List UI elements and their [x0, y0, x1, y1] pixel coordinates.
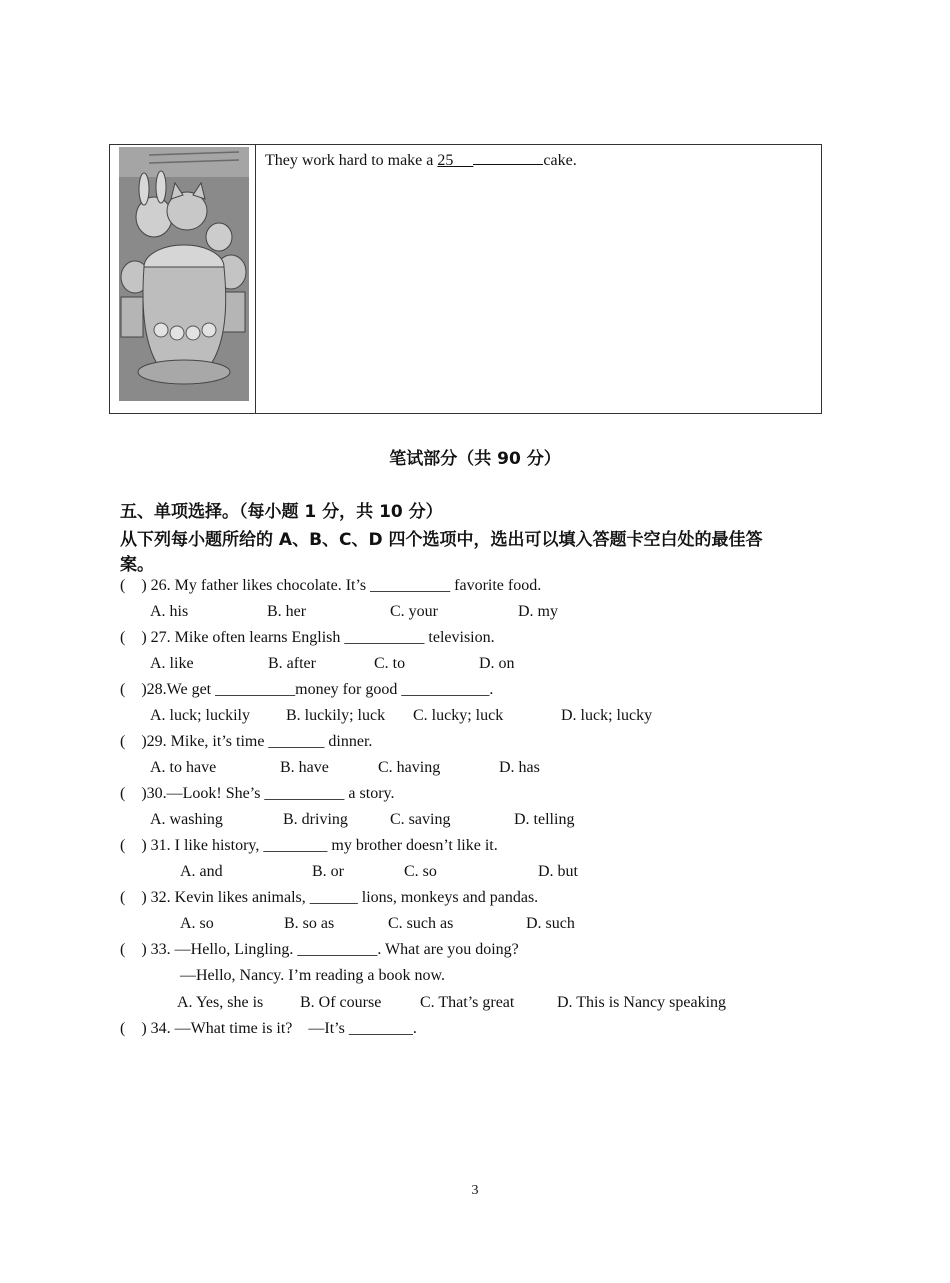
question-32-stem: ( ) 32. Kevin likes animals, ______ lions, monkeys and pandas.	[120, 889, 539, 906]
q26-option-a: A. his	[150, 603, 189, 620]
q30-option-b: B. driving	[283, 811, 348, 828]
q26-option-d: D. my	[518, 603, 558, 620]
q33-option-c: C. That’s great	[420, 994, 515, 1011]
q31-option-d: D. but	[538, 863, 578, 880]
q30-option-c: C. saving	[390, 811, 451, 828]
q27-option-b: B. after	[268, 655, 316, 672]
answer-blank	[473, 150, 543, 165]
q31-option-b: B. or	[312, 863, 344, 880]
q28-option-d: D. luck; lucky	[561, 707, 653, 724]
q29-option-b: B. have	[280, 759, 329, 776]
question-28-stem: ( )28.We get __________money for good ___________.	[120, 681, 494, 698]
question-33-reply: —Hello, Nancy. I’m reading a book now.	[180, 967, 445, 984]
picture-question-table	[109, 144, 822, 414]
blank-number: 25	[437, 152, 454, 169]
q26-option-c: C. your	[390, 603, 438, 620]
question-34-stem: ( ) 34. —What time is it? —It’s ________.	[120, 1020, 417, 1037]
instruction-line-2: 案。	[120, 555, 154, 575]
table-sentence	[265, 150, 577, 170]
q30-option-d: D. telling	[514, 811, 575, 828]
page-number: 3	[471, 1183, 479, 1198]
q28-option-a: A. luck; luckily	[150, 707, 250, 724]
q33-option-d: D. This is Nancy speaking	[557, 994, 727, 1011]
q29-option-c: C. having	[378, 759, 441, 776]
q30-option-a: A. washing	[150, 811, 223, 828]
question-29-stem: ( )29. Mike, it’s time _______ dinner.	[120, 733, 373, 750]
q27-option-c: C. to	[374, 655, 406, 672]
q32-option-b: B. so as	[284, 915, 335, 932]
q31-option-a: A. and	[180, 863, 223, 880]
part-title: 五、单项选择。（每小题 1 分，共 10 分）	[120, 502, 443, 522]
question-26-stem: ( ) 26. My father likes chocolate. It’s __________ favorite food.	[120, 577, 542, 594]
section-title: 笔试部分（共 90 分）	[389, 449, 561, 469]
q26-option-b: B. her	[267, 603, 307, 620]
q29-option-d: D. has	[499, 759, 540, 776]
q32-option-d: D. such	[526, 915, 575, 932]
question-27-stem: ( ) 27. Mike often learns English __________ television.	[120, 629, 495, 646]
q32-option-a: A. so	[180, 915, 214, 932]
q33-option-b: B. Of course	[300, 994, 382, 1011]
question-33-stem: ( ) 33. —Hello, Lingling. __________. What are you doing?	[120, 941, 519, 958]
q27-option-d: D. on	[479, 655, 515, 672]
q33-option-a: A. Yes, she is	[177, 994, 264, 1011]
sentence-after: cake.	[543, 152, 577, 169]
q32-option-c: C. such as	[388, 915, 454, 932]
sentence-before: They work hard to make a	[265, 152, 438, 169]
q28-option-c: C. lucky; luck	[413, 707, 504, 724]
cake-animals-illustration	[119, 147, 249, 401]
question-30-stem: ( )30.—Look! She’s __________ a story.	[120, 785, 395, 802]
question-31-stem: ( ) 31. I like history, ________ my brother doesn’t like it.	[120, 837, 498, 854]
q31-option-c: C. so	[404, 863, 437, 880]
q28-option-b: B. luckily; luck	[286, 707, 386, 724]
q27-option-a: A. like	[150, 655, 194, 672]
q29-option-a: A. to have	[150, 759, 217, 776]
picture-cell	[110, 145, 256, 413]
instruction-line-1: 从下列每小题所给的 A、B、C、D 四个选项中，选出可以填入答题卡空白处的最佳答	[120, 530, 763, 550]
